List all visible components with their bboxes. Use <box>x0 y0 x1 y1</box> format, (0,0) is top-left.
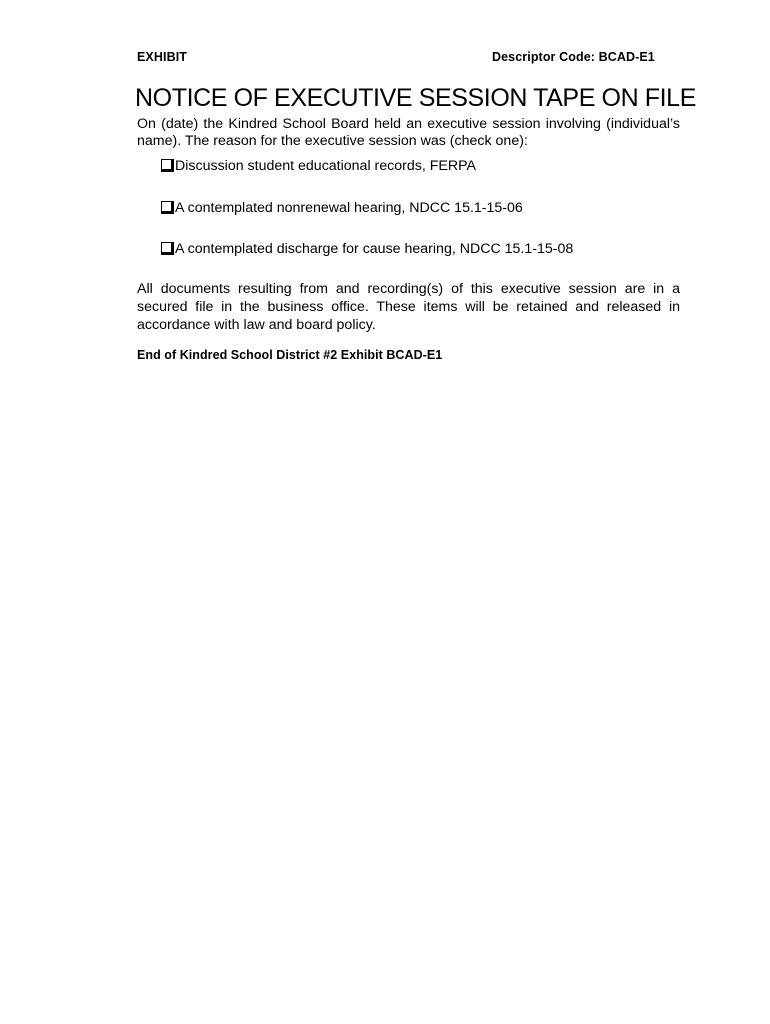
option-ferpa <box>161 158 476 175</box>
document-title: NOTICE OF EXECUTIVE SESSION TAPE ON FILE <box>135 84 696 112</box>
end-of-exhibit-note: End of Kindred School District #2 Exhibit BCAD-E1 <box>137 348 443 362</box>
option-label: Discussion student educational records, FERPA <box>175 158 476 174</box>
checkbox-icon[interactable] <box>161 159 174 172</box>
records-paragraph: All documents resulting from and recording(s) of this executive session are in a secured file in the business office. These items will be retained and released in accordance with law and board policy. <box>137 281 680 333</box>
intro-paragraph: On (date) the Kindred School Board held an executive session involving (individual’s name). The reason for the executive session was (check one): <box>137 116 680 149</box>
checkbox-icon[interactable] <box>161 242 174 255</box>
descriptor-code: Descriptor Code: BCAD-E1 <box>492 50 655 64</box>
option-discharge <box>161 241 573 258</box>
exhibit-label: EXHIBIT <box>137 50 188 64</box>
checkbox-icon[interactable] <box>161 201 174 214</box>
option-label: A contemplated discharge for cause hearing, NDCC 15.1-15-08 <box>175 241 574 257</box>
option-label: A contemplated nonrenewal hearing, NDCC 15.1-15-06 <box>175 200 523 216</box>
option-nonrenewal <box>161 200 523 217</box>
